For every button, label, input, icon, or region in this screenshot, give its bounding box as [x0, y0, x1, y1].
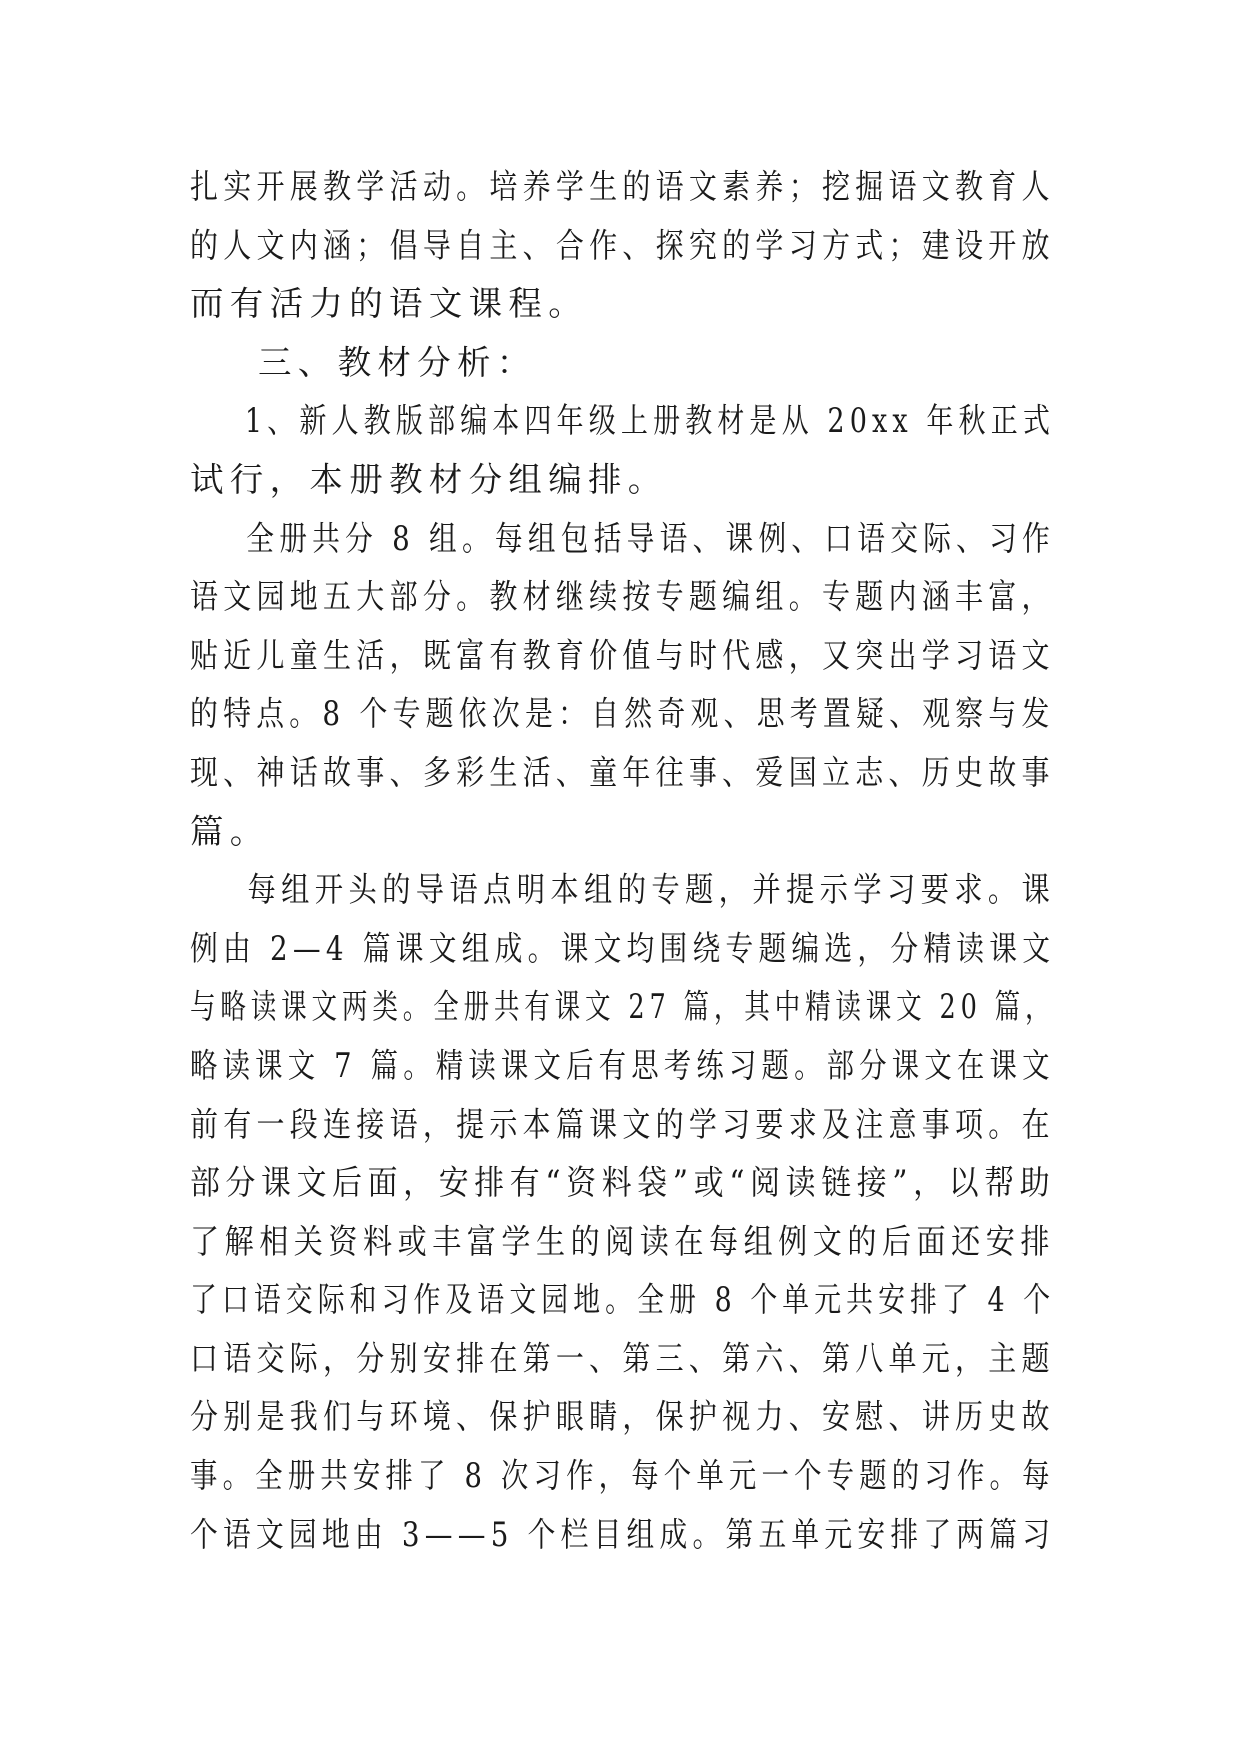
text-line: 前有一段连接语，提示本篇课文的学习要求及注意事项。在: [190, 1104, 1055, 1144]
text-line: 语文园地五大部分。教材继续按专题编组。专题内涵丰富，: [190, 577, 1055, 617]
text-line: 篇。: [190, 811, 270, 851]
text-line: 了解相关资料或丰富学生的阅读在每组例文的后面还安排: [190, 1221, 1055, 1261]
text-line: 分别是我们与环境、保护眼睛，保护视力、安慰、讲历史故: [190, 1397, 1055, 1437]
text-line: 口语交际，分别安排在第一、第三、第六、第八单元，主题: [190, 1338, 1055, 1378]
text-line: 与略读课文两类。全册共有课文 27 篇，其中精读课文 20 篇，: [190, 987, 1056, 1027]
text-line: 而有活力的语文课程。: [190, 284, 588, 324]
text-line: 部分课文后面，安排有“资料袋”或“阅读链接”，以帮助: [190, 1163, 1056, 1203]
text-line: 的人文内涵；倡导自主、合作、探究的学习方式；建设开放: [190, 225, 1055, 265]
text-line: 三、教材分析：: [258, 342, 537, 382]
text-line: 的特点。8 个专题依次是：自然奇观、思考置疑、观察与发: [190, 694, 1055, 734]
text-line: 试行，本册教材分组编排。: [190, 459, 668, 499]
text-line: 个语文园地由 3——5 个栏目组成。第五单元安排了两篇习: [190, 1514, 1056, 1554]
text-line: 例由 2—4 篇课文组成。课文均围绕专题编选，分精读课文: [190, 928, 1056, 968]
text-line: 每组开头的导语点明本组的专题，并提示学习要求。课: [247, 870, 1056, 910]
body-text: [190, 158, 1055, 1564]
text-line: 贴近儿童生活，既富有教育价值与时代感，又突出学习语文: [190, 635, 1055, 675]
text-line: 现、神话故事、多彩生活、童年往事、爱国立志、历史故事: [190, 752, 1055, 792]
text-line: 1、新人教版部编本四年级上册教材是从 20xx 年秋正式: [244, 401, 1055, 441]
text-line: 事。全册共安排了 8 次习作，每个单元一个专题的习作。每: [190, 1456, 1055, 1496]
text-line: 了口语交际和习作及语文园地。全册 8 个单元共安排了 4 个: [190, 1280, 1056, 1320]
text-line: 扎实开展教学活动。培养学生的语文素养；挖掘语文教育人: [190, 167, 1055, 206]
text-line: 全册共分 8 组。每组包括导语、课例、口语交际、习作: [246, 518, 1055, 558]
text-line: 略读课文 7 篇。精读课文后有思考练习题。部分课文在课文: [190, 1045, 1055, 1085]
